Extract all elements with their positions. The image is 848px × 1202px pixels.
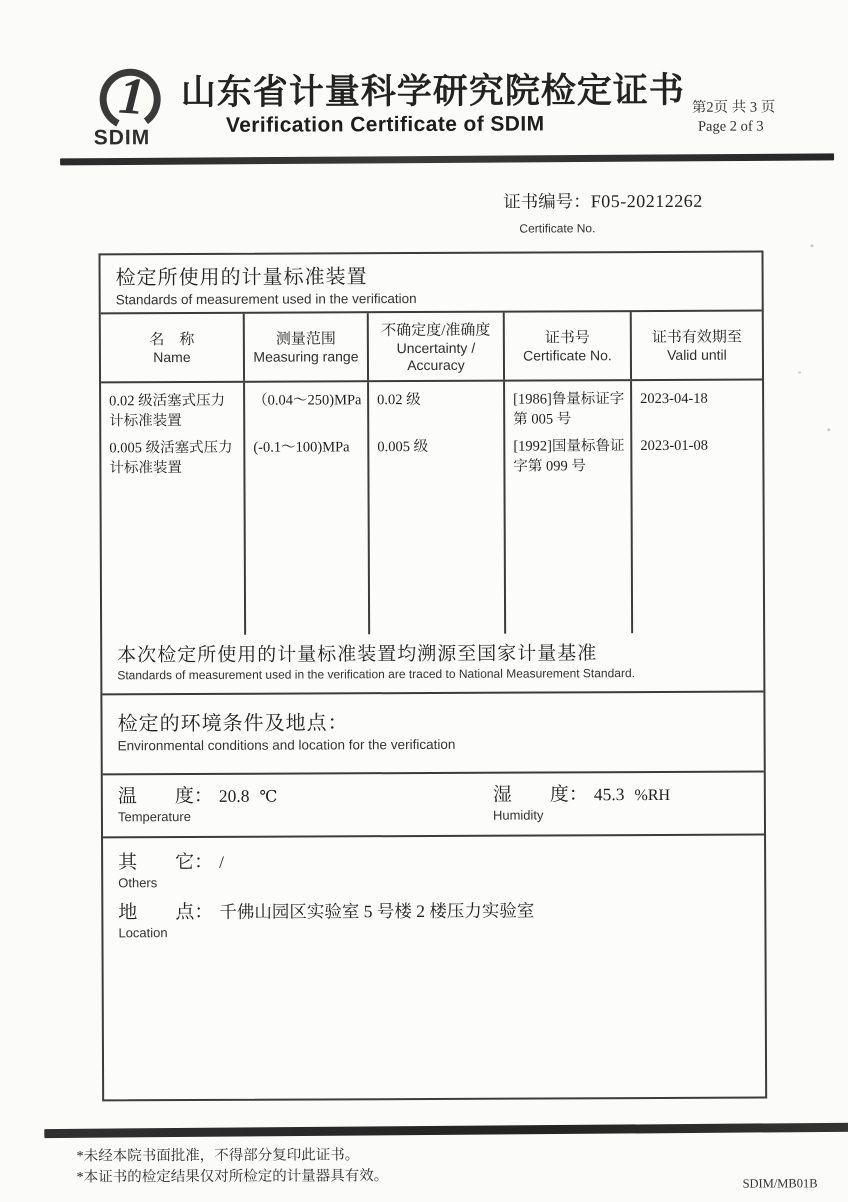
table-cell: 2023-04-18 bbox=[640, 390, 708, 408]
others-label-en: Others bbox=[118, 875, 158, 891]
table-cell: 0.02 级活塞式压力计标准装置 bbox=[109, 392, 226, 430]
others-location-row bbox=[103, 836, 765, 1100]
column-header-certno: 证书号 Certificate No. bbox=[505, 312, 632, 380]
column-header-range: 测量范围 Measuring range bbox=[245, 313, 369, 381]
page-number-en: Page 2 of 3 bbox=[697, 118, 764, 135]
environment-section-title bbox=[102, 693, 763, 776]
footer-note-1: *未经本院书面批准，不得部分复印此证书。 bbox=[76, 1147, 360, 1165]
column-header-valid: 证书有效期至 Valid until bbox=[651, 329, 742, 364]
humidity-label-en: Humidity bbox=[492, 807, 544, 823]
certificate-number-value: F05-20212262 bbox=[590, 190, 703, 212]
location-block bbox=[118, 895, 749, 941]
standards-table-header bbox=[101, 312, 762, 384]
certificate-number-label-en: Certificate No. bbox=[519, 221, 596, 236]
environment-title-en: Environmental conditions and location for the verification bbox=[117, 736, 456, 754]
column-header-name: 名 称 Name bbox=[101, 314, 245, 382]
table-cell: [1986]鲁量标证字第 005 号 bbox=[513, 391, 625, 428]
svg-text:SDIM: SDIM bbox=[93, 126, 151, 150]
scan-speck bbox=[827, 428, 830, 431]
humidity-unit: %RH bbox=[634, 786, 671, 805]
environment-title-cn: 检定的环境条件及地点： bbox=[117, 712, 349, 736]
form-code: SDIM/MB01B bbox=[742, 1176, 818, 1191]
scan-speck bbox=[798, 371, 801, 373]
table-col-valid bbox=[632, 381, 763, 634]
table-cell: (-0.1～100)MPa bbox=[253, 439, 350, 456]
traceability-en: Standards of measurement used in the verification are traced to National Measurement Standard. bbox=[117, 666, 635, 683]
certificate-number-label: 证书编号： bbox=[503, 191, 591, 212]
scan-speck bbox=[810, 244, 813, 247]
humidity-block bbox=[493, 779, 749, 835]
others-block bbox=[118, 845, 749, 891]
institute-title-cn: 山东省计量科学研究院检定证书 bbox=[180, 70, 685, 113]
temperature-label: 温 度： bbox=[117, 785, 213, 808]
table-cell: [1992]国量标鲁证字第 099 号 bbox=[513, 438, 625, 475]
location-label-en: Location bbox=[118, 925, 168, 941]
temperature-humidity-row bbox=[103, 773, 764, 839]
standards-section-box bbox=[98, 251, 767, 1102]
standards-table-body bbox=[101, 381, 763, 636]
table-cell: 0.005 级 bbox=[377, 438, 429, 456]
others-value: / bbox=[219, 851, 225, 872]
certificate-number-line bbox=[503, 188, 703, 214]
svg-text:1: 1 bbox=[117, 67, 147, 127]
table-col-accuracy bbox=[369, 382, 506, 635]
page-number-cn: 第2页 共 3 页 bbox=[691, 99, 776, 116]
location-label: 地 点： bbox=[118, 901, 214, 924]
table-col-name bbox=[101, 383, 246, 636]
footer-rule bbox=[44, 1123, 848, 1138]
column-header-uncertainty: 不确定度/准确度 Uncertainty / Accuracy bbox=[369, 313, 505, 381]
table-cell: 0.02 级 bbox=[377, 392, 421, 409]
footer-note-2: *本证书的检定结果仅对所检定的计量器具有效。 bbox=[76, 1168, 389, 1186]
table-cell: 2023-01-08 bbox=[640, 437, 709, 455]
standards-title-en: Standards of measurement used in the verification bbox=[115, 291, 417, 308]
table-cell: 0.005 级活塞式压力计标准装置 bbox=[109, 439, 233, 477]
traceability-statement bbox=[102, 633, 763, 696]
table-col-range bbox=[245, 382, 370, 635]
others-label: 其 它： bbox=[118, 851, 214, 874]
traceability-cn: 本次检定所使用的计量标准装置均溯源至国家计量基准 bbox=[117, 643, 598, 667]
humidity-value: 45.3 bbox=[593, 784, 625, 805]
temperature-value: 20.8 bbox=[218, 785, 250, 806]
temperature-label-en: Temperature bbox=[117, 809, 191, 825]
standards-section-title bbox=[100, 253, 761, 315]
location-value: 千佛山园区实验室 5 号楼 2 楼压力实验室 bbox=[219, 900, 535, 922]
humidity-label: 湿 度： bbox=[492, 784, 588, 806]
sdim-logo-icon bbox=[88, 61, 178, 149]
temperature-unit: ℃ bbox=[259, 788, 278, 806]
standards-title-cn: 检定所使用的计量标准装置 bbox=[115, 266, 368, 290]
table-cell: （0.04～250)MPa bbox=[253, 392, 362, 409]
temperature-block bbox=[118, 780, 493, 837]
institute-title-en: Verification Certificate of SDIM bbox=[225, 112, 545, 137]
table-col-certno bbox=[505, 381, 633, 634]
header-rule bbox=[60, 153, 834, 165]
